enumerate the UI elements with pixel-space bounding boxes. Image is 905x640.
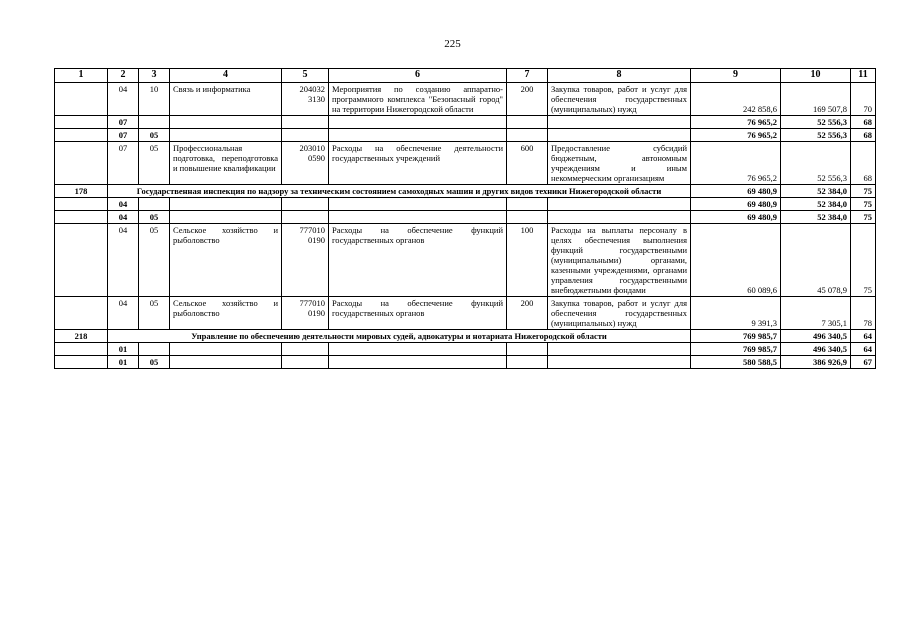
cell-expense-type xyxy=(507,343,548,356)
table-row-subtotal xyxy=(55,356,876,369)
cell-expense-name: Расходы на выплаты персоналу в целях обеспечения выполнения функций государственными (муниципальными) органами, казенными учреждениями, органами управления государственными внебюджетными фондами xyxy=(548,224,691,297)
cell-percent: 75 xyxy=(851,185,876,198)
cell-target-name xyxy=(329,343,507,356)
cell-section-name: Сельское хозяйство и рыболовство xyxy=(170,224,282,297)
cell-target-article: 777010 0190 xyxy=(282,297,329,330)
cell-expense-name xyxy=(548,211,691,224)
cell-actual: 496 340,5 xyxy=(781,343,851,356)
cell-actual: 52 384,0 xyxy=(781,185,851,198)
header-cell: 10 xyxy=(781,69,851,83)
cell-org-name: Управление по обеспечению деятельности мировых судей, адвокатуры и нотариата Нижегородской области xyxy=(108,330,691,343)
cell-target-article xyxy=(282,198,329,211)
header-cell: 4 xyxy=(170,69,282,83)
cell-percent: 75 xyxy=(851,224,876,297)
cell-section: 07 xyxy=(108,142,139,185)
cell-expense-name: Закупка товаров, работ и услуг для обеспечения государственных (муниципальных) нужд xyxy=(548,83,691,116)
cell-expense-name: Закупка товаров, работ и услуг для обеспечения государственных (муниципальных) нужд xyxy=(548,297,691,330)
cell-section: 04 xyxy=(108,198,139,211)
table-row-subtotal xyxy=(55,129,876,142)
cell-target-article xyxy=(282,356,329,369)
cell-actual: 52 384,0 xyxy=(781,198,851,211)
cell-target-name xyxy=(329,129,507,142)
cell-target-article xyxy=(282,343,329,356)
cell-section-name: Профессиональная подготовка, переподготовка и повышение квалификации xyxy=(170,142,282,185)
cell-target-name xyxy=(329,211,507,224)
cell-expense-type xyxy=(507,198,548,211)
cell-org-code xyxy=(55,356,108,369)
cell-section-name xyxy=(170,198,282,211)
cell-section: 07 xyxy=(108,129,139,142)
cell-org-code xyxy=(55,83,108,116)
cell-section-name xyxy=(170,356,282,369)
cell-plan: 242 858,6 xyxy=(691,83,781,116)
cell-section: 04 xyxy=(108,224,139,297)
table-row-subtotal xyxy=(55,343,876,356)
cell-org-code xyxy=(55,297,108,330)
cell-subsection: 05 xyxy=(139,356,170,369)
cell-expense-type xyxy=(507,211,548,224)
header-cell: 9 xyxy=(691,69,781,83)
header-cell: 8 xyxy=(548,69,691,83)
cell-section: 04 xyxy=(108,297,139,330)
budget-table xyxy=(54,68,876,369)
cell-target-name: Расходы на обеспечение функций государственных органов xyxy=(329,297,507,330)
header-cell: 11 xyxy=(851,69,876,83)
cell-plan: 769 985,7 xyxy=(691,343,781,356)
cell-expense-type: 100 xyxy=(507,224,548,297)
cell-target-article xyxy=(282,129,329,142)
cell-section-name xyxy=(170,343,282,356)
cell-percent: 70 xyxy=(851,83,876,116)
cell-org-code xyxy=(55,343,108,356)
cell-expense-name xyxy=(548,129,691,142)
table-row-detail xyxy=(55,297,876,330)
cell-percent: 75 xyxy=(851,198,876,211)
cell-section-name xyxy=(170,211,282,224)
cell-subsection: 05 xyxy=(139,129,170,142)
header-cell: 5 xyxy=(282,69,329,83)
cell-plan: 69 480,9 xyxy=(691,211,781,224)
cell-subsection: 05 xyxy=(139,224,170,297)
table-row-organization xyxy=(55,330,876,343)
header-cell: 1 xyxy=(55,69,108,83)
cell-percent: 75 xyxy=(851,211,876,224)
table-row-detail xyxy=(55,224,876,297)
cell-expense-name xyxy=(548,343,691,356)
cell-subsection: 05 xyxy=(139,297,170,330)
cell-plan: 76 965,2 xyxy=(691,129,781,142)
cell-org-code xyxy=(55,198,108,211)
cell-plan: 69 480,9 xyxy=(691,198,781,211)
cell-expense-type xyxy=(507,356,548,369)
cell-org-code xyxy=(55,116,108,129)
cell-section: 04 xyxy=(108,83,139,116)
table-row-subtotal xyxy=(55,211,876,224)
cell-section: 01 xyxy=(108,356,139,369)
header-cell: 6 xyxy=(329,69,507,83)
cell-target-name xyxy=(329,198,507,211)
cell-expense-type: 600 xyxy=(507,142,548,185)
cell-target-name xyxy=(329,116,507,129)
page-number: 225 xyxy=(444,38,461,50)
cell-actual: 45 078,9 xyxy=(781,224,851,297)
table-row-detail xyxy=(55,142,876,185)
cell-actual: 52 556,3 xyxy=(781,142,851,185)
header-cell: 3 xyxy=(139,69,170,83)
cell-percent: 64 xyxy=(851,330,876,343)
table-row-organization xyxy=(55,185,876,198)
cell-org-code xyxy=(55,142,108,185)
cell-target-name: Расходы на обеспечение функций государственных органов xyxy=(329,224,507,297)
cell-org-code xyxy=(55,224,108,297)
cell-expense-name xyxy=(548,198,691,211)
cell-subsection: 05 xyxy=(139,142,170,185)
cell-expense-type xyxy=(507,116,548,129)
cell-section: 01 xyxy=(108,343,139,356)
cell-target-name: Расходы на обеспечение деятельности государственных учреждений xyxy=(329,142,507,185)
cell-plan: 60 089,6 xyxy=(691,224,781,297)
cell-expense-type: 200 xyxy=(507,297,548,330)
cell-subsection: 05 xyxy=(139,211,170,224)
cell-percent: 68 xyxy=(851,116,876,129)
cell-actual: 386 926,9 xyxy=(781,356,851,369)
cell-subsection: 10 xyxy=(139,83,170,116)
cell-target-article xyxy=(282,116,329,129)
cell-target-article: 204032 3130 xyxy=(282,83,329,116)
table-row-subtotal xyxy=(55,198,876,211)
cell-actual: 7 305,1 xyxy=(781,297,851,330)
table-row-subtotal xyxy=(55,116,876,129)
cell-percent: 67 xyxy=(851,356,876,369)
cell-org-code xyxy=(55,211,108,224)
cell-actual: 169 507,8 xyxy=(781,83,851,116)
header-cell: 2 xyxy=(108,69,139,83)
cell-percent: 78 xyxy=(851,297,876,330)
cell-org-code: 218 xyxy=(55,330,108,343)
cell-percent: 68 xyxy=(851,142,876,185)
cell-plan: 76 965,2 xyxy=(691,116,781,129)
cell-actual: 52 556,3 xyxy=(781,129,851,142)
cell-actual: 52 384,0 xyxy=(781,211,851,224)
cell-subsection xyxy=(139,198,170,211)
cell-section-name: Связь и информатика xyxy=(170,83,282,116)
cell-plan: 69 480,9 xyxy=(691,185,781,198)
cell-target-article: 777010 0190 xyxy=(282,224,329,297)
cell-target-article xyxy=(282,211,329,224)
cell-target-article: 203010 0590 xyxy=(282,142,329,185)
cell-actual: 52 556,3 xyxy=(781,116,851,129)
cell-target-name: Мероприятия по созданию аппаратно-программного комплекса "Безопасный город" на территории Нижегородской области xyxy=(329,83,507,116)
cell-section-name xyxy=(170,116,282,129)
cell-percent: 64 xyxy=(851,343,876,356)
cell-subsection xyxy=(139,343,170,356)
table-row-detail xyxy=(55,83,876,116)
cell-section-name xyxy=(170,129,282,142)
table-header-row xyxy=(55,69,876,83)
cell-section: 07 xyxy=(108,116,139,129)
cell-org-code: 178 xyxy=(55,185,108,198)
cell-plan: 580 588,5 xyxy=(691,356,781,369)
cell-expense-type: 200 xyxy=(507,83,548,116)
cell-plan: 76 965,2 xyxy=(691,142,781,185)
cell-org-name: Государственная инспекция по надзору за техническим состоянием самоходных машин и других видов техники Нижегородской области xyxy=(108,185,691,198)
cell-expense-name xyxy=(548,116,691,129)
cell-expense-type xyxy=(507,129,548,142)
cell-percent: 68 xyxy=(851,129,876,142)
cell-subsection xyxy=(139,116,170,129)
cell-plan: 769 985,7 xyxy=(691,330,781,343)
cell-actual: 496 340,5 xyxy=(781,330,851,343)
cell-plan: 9 391,3 xyxy=(691,297,781,330)
cell-section-name: Сельское хозяйство и рыболовство xyxy=(170,297,282,330)
header-cell: 7 xyxy=(507,69,548,83)
cell-expense-name xyxy=(548,356,691,369)
cell-org-code xyxy=(55,129,108,142)
cell-target-name xyxy=(329,356,507,369)
cell-section: 04 xyxy=(108,211,139,224)
cell-expense-name: Предоставление субсидий бюджетным, автономным учреждениям и иным некоммерческим организациям xyxy=(548,142,691,185)
